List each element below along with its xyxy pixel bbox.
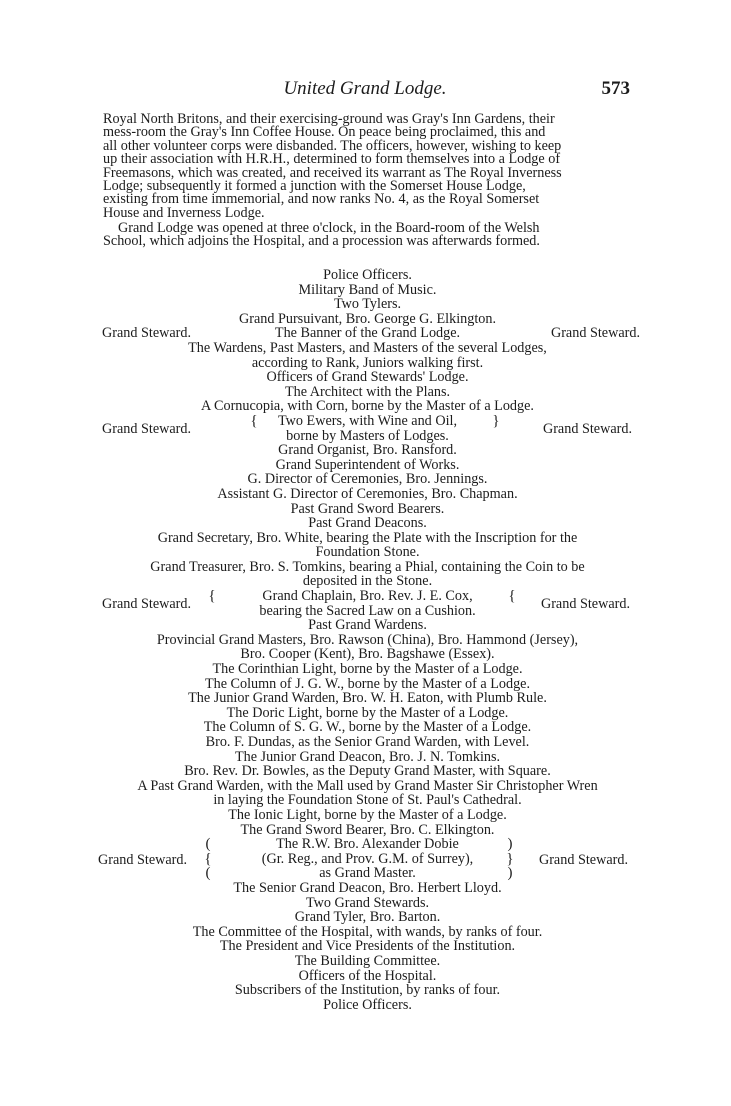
procession-line: The Committee of the Hospital, with wands, by ranks of four. (192, 923, 543, 940)
procession-line: Two Tylers. (333, 296, 402, 313)
grand-steward-left: Grand Steward. (102, 596, 192, 613)
procession-line: The Ionic Light, borne by the Master of a Lodge. (228, 806, 507, 823)
procession-line: Two Grand Stewards. (305, 894, 430, 911)
procession-line: Grand Organist, Bro. Ransford. (278, 442, 457, 459)
procession-line: The Junior Grand Warden, Bro. W. H. Eaton, with Plumb Rule. (188, 690, 547, 707)
procession-line: Past Grand Sword Bearers. (290, 500, 445, 517)
grand-steward-right: Grand Steward. (538, 852, 628, 869)
grand-steward-right: Grand Steward. (540, 596, 630, 613)
procession-line-flanked (95, 326, 640, 341)
procession-line: The Architect with the Plans. (284, 383, 451, 400)
left-brace: { (250, 412, 258, 429)
procession-line: The Column of S. G. W., borne by the Master of a Lodge. (203, 719, 532, 736)
procession-line: The R.W. Bro. Alexander Dobie (276, 836, 459, 853)
procession-line: (Gr. Reg., and Prov. G.M. of Surrey), (261, 850, 474, 867)
procession-line: The Junior Grand Deacon, Bro. J. N. Tomkins. (234, 748, 501, 765)
procession-line: Bro. Cooper (Kent), Bro. Bagshawe (Essex). (240, 646, 495, 663)
right-brace: { (508, 588, 516, 605)
procession-line: borne by Masters of Lodges. (286, 427, 449, 444)
procession-line: Past Grand Wardens. (308, 617, 427, 634)
procession-line: in laying the Foundation Stone of St. Paul's Cathedral. (213, 792, 522, 809)
ewers-group (95, 414, 640, 443)
running-title: United Grand Lodge. (283, 78, 447, 99)
procession-line: Two Ewers, with Wine and Oil, (277, 412, 458, 429)
procession-line: according to Rank, Juniors walking first. (251, 354, 484, 371)
procession-line: A Past Grand Warden, with the Mall used by Grand Master Sir Christopher Wren (137, 777, 598, 794)
grand-master-group (95, 837, 640, 881)
page-header (100, 78, 630, 102)
grand-steward-left: Grand Steward. (98, 852, 188, 869)
procession-line: Foundation Stone. (315, 544, 420, 561)
text-line: House and Inverness Lodge. (103, 204, 265, 221)
procession-line: The Doric Light, borne by the Master of a Lodge. (226, 704, 509, 721)
paragraph-history (103, 113, 633, 220)
procession-line: Grand Treasurer, Bro. S. Tomkins, bearing a Phial, containing the Coin to be (150, 558, 585, 575)
text-line: Grand Lodge was opened at three o'clock, in the Board-room of the Welsh (118, 220, 540, 236)
text-line: up their association with H.R.H., determined to form themselves into a Lodge of (103, 151, 561, 168)
procession-line: Subscribers of the Institution, by ranks of four. (234, 982, 501, 999)
procession-line: Bro. F. Dundas, as the Senior Grand Warden, with Level. (205, 734, 530, 750)
procession-line: Grand Superintendent of Works. (275, 456, 460, 473)
left-brace: { (208, 588, 216, 605)
procession-line: Officers of the Hospital. (298, 967, 437, 984)
procession-line: as Grand Master. (319, 865, 416, 882)
right-brace: ) } ) (506, 836, 514, 882)
procession-line: Grand Secretary, Bro. White, bearing the Plate with the Inscription for the (157, 529, 578, 546)
procession-line: Grand Pursuivant, Bro. George G. Elkington. (238, 310, 497, 327)
left-brace: ( { ( (204, 836, 212, 882)
procession-line: Bro. Rev. Dr. Bowles, as the Deputy Grand Master, with Square. (184, 763, 551, 780)
procession-line: The Wardens, Past Masters, and Masters of the several Lodges, (188, 339, 547, 356)
procession-line: Military Band of Music. (298, 281, 437, 298)
procession-line: Police Officers. (323, 267, 412, 283)
grand-steward-left: Grand Steward. (102, 420, 192, 437)
text-line: School, which adjoins the Hospital, and a procession was afterwards formed. (103, 233, 540, 250)
procession-line: Provincial Grand Masters, Bro. Rawson (China), Bro. Hammond (Jersey), (156, 631, 579, 648)
procession-line: The President and Vice Presidents of the Institution. (219, 938, 516, 955)
procession-line: Officers of Grand Stewards' Lodge. (266, 369, 469, 386)
procession-line: Grand Tyler, Bro. Barton. (294, 909, 441, 926)
text-line: Freemasons, which was created, and received its warrant as The Royal Inverness (103, 164, 562, 181)
text-line: existing from time immemorial, and now ranks No. 4, as the Royal Somerset (103, 191, 540, 208)
paragraph-opening (103, 222, 633, 249)
grand-steward-left: Grand Steward. (102, 325, 192, 342)
procession-line: The Grand Sword Bearer, Bro. C. Elkington. (240, 821, 495, 838)
procession-line: deposited in the Stone. (302, 573, 433, 590)
grand-steward-right: Grand Steward. (542, 420, 632, 437)
right-brace: } (492, 412, 500, 429)
grand-steward-right: Grand Steward. (550, 325, 640, 342)
procession-line: Past Grand Deacons. (308, 515, 427, 532)
procession-line: The Corinthian Light, borne by the Master of a Lodge. (212, 661, 523, 678)
procession-line: The Building Committee. (294, 952, 441, 969)
procession-line: G. Director of Ceremonies, Bro. Jennings. (247, 471, 488, 488)
text-line: Lodge; subsequently it formed a junction with the Somerset House Lodge, (103, 178, 526, 195)
text-line: all other volunteer corps were disbanded. The officers, however, wishing to keep (103, 137, 562, 154)
procession-line: Assistant G. Director of Ceremonies, Bro. Chapman. (217, 485, 518, 502)
procession-line: The Banner of the Grand Lodge. (274, 325, 461, 342)
procession-line: The Column of J. G. W., borne by the Master of a Lodge. (204, 675, 531, 692)
chaplain-group (95, 589, 640, 618)
procession-line: bearing the Sacred Law on a Cushion. (259, 602, 476, 619)
text-line: Royal North Britons, and their exercising-ground was Gray's Inn Gardens, their (103, 111, 555, 127)
page-number: 573 (601, 78, 630, 99)
procession-list (95, 268, 640, 1012)
procession-line: A Cornucopia, with Corn, borne by the Master of a Lodge. (201, 398, 534, 415)
procession-line: The Senior Grand Deacon, Bro. Herbert Lloyd. (233, 879, 502, 896)
procession-line: Police Officers. (323, 996, 412, 1013)
text-line: mess-room the Gray's Inn Coffee House. On peace being proclaimed, this and (103, 124, 546, 141)
procession-line: Grand Chaplain, Bro. Rev. J. E. Cox, (262, 588, 473, 605)
